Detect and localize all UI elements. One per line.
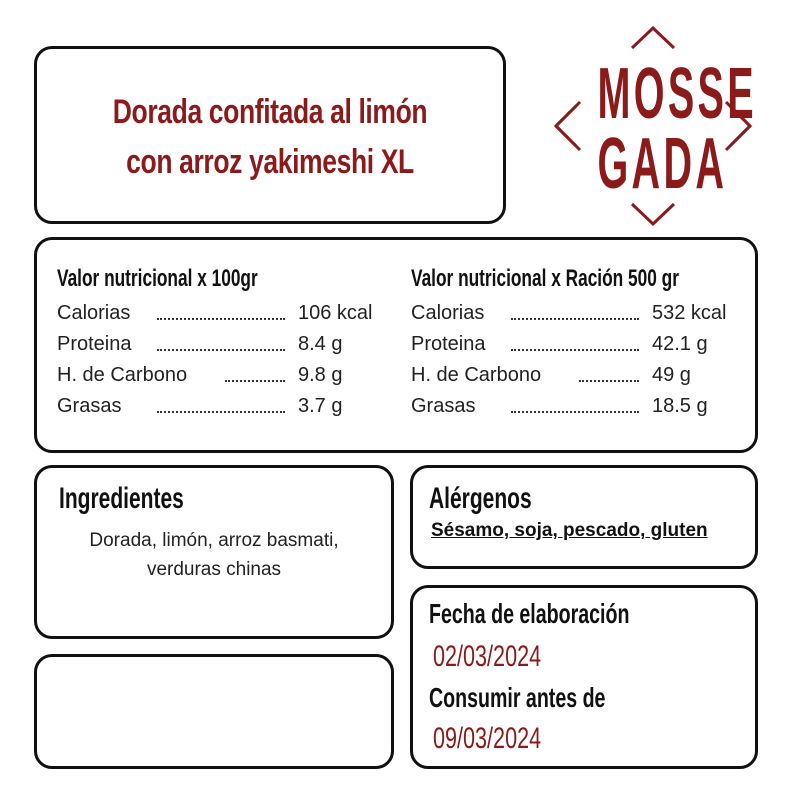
nutrition-row: [411, 329, 751, 360]
dotted-leader: [157, 349, 285, 351]
dotted-leader: [157, 411, 285, 413]
dates-box: [410, 585, 758, 769]
nutrition-row: [57, 298, 397, 329]
nutrition-per-100g: [57, 260, 397, 422]
nutrition-value: 9.8 g: [298, 364, 343, 386]
nutrition-value: 106 kcal: [298, 302, 373, 324]
expiry-date-heading: Consumir antes de: [429, 682, 606, 713]
nutrition-value: 3.7 g: [298, 395, 343, 417]
allergens-text: Sésamo, soja, pescado, gluten: [431, 520, 708, 541]
nutrition-row: [411, 298, 751, 329]
nutrition-label: Grasas: [57, 391, 125, 422]
expiry-date-value: 09/03/2024: [433, 722, 542, 755]
nutrition-value: 8.4 g: [298, 333, 343, 355]
product-title-line-2: con arroz yakimeshi XL: [126, 143, 414, 181]
nutrition-row: [57, 391, 397, 422]
nutrition-row: [411, 391, 751, 422]
title-box: [34, 46, 506, 224]
elaboration-date-heading: Fecha de elaboración: [429, 598, 630, 629]
dotted-leader: [511, 349, 639, 351]
empty-box: [34, 654, 394, 769]
nutrition-label: Calorias: [57, 298, 134, 329]
nutrition-label: Proteina: [57, 329, 136, 360]
product-title-line-1: Dorada confitada al limón: [112, 93, 428, 131]
nutrition-label: H. de Carbono: [57, 360, 191, 391]
allergens-heading: Alérgenos: [429, 482, 532, 515]
nutrition-heading: Valor nutricional x 100gr: [57, 265, 258, 292]
nutrition-value: 42.1 g: [652, 333, 708, 355]
nutrition-row: [411, 360, 751, 391]
nutrition-label: H. de Carbono: [411, 360, 545, 391]
nutrition-value: 532 kcal: [652, 302, 727, 324]
nutrition-heading: Valor nutricional x Ración 500 gr: [411, 265, 679, 292]
nutrition-row: [57, 360, 397, 391]
nutrition-value: 18.5 g: [652, 395, 708, 417]
nutrition-row: [57, 329, 397, 360]
nutrition-box: [34, 237, 758, 453]
ingredients-text: Dorada, limón, arroz basmati, verduras chinas: [89, 530, 339, 580]
allergens-box: [410, 465, 758, 569]
dotted-leader: [157, 318, 285, 320]
nutrition-label: Proteina: [411, 329, 490, 360]
elaboration-date-value: 02/03/2024: [433, 640, 542, 673]
dotted-leader: [511, 318, 639, 320]
ingredients-heading: Ingredientes: [59, 482, 184, 515]
brand-logo: [552, 26, 757, 226]
logo-text-line-1: MOSSE: [597, 54, 757, 134]
nutrition-per-serving: [411, 260, 751, 422]
ingredients-box: [34, 465, 394, 639]
dotted-leader: [511, 411, 639, 413]
nutrition-label: Grasas: [411, 391, 479, 422]
dotted-leader: [225, 380, 285, 382]
nutrition-label: Calorias: [411, 298, 488, 329]
dotted-leader: [579, 380, 639, 382]
logo-text-line-2: GADA: [597, 124, 728, 204]
nutrition-value: 49 g: [652, 364, 691, 386]
